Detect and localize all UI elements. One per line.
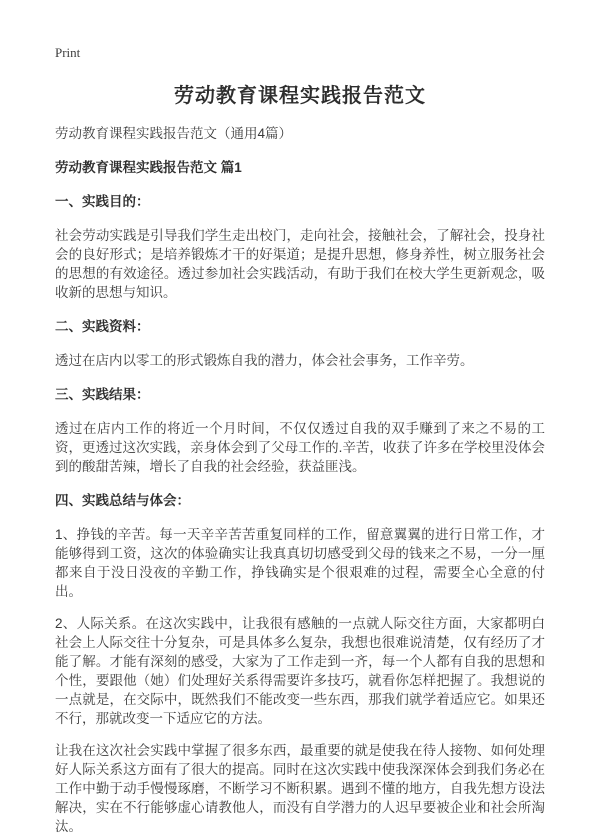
section-heading-summary: 四、实践总结与体会：	[55, 493, 190, 508]
paragraph-purpose: 社会劳动实践是引导我们学生走出校门，走向社会，接触社会，了解社会，投身社会的良好形式；是培养锻炼才干的好渠道；是提升思想，修身养性，树立服务社会的思想的有效途径。透过参加社会实践活动，有助于我们在校大学生更新观念，吸收新的思想与知识。	[55, 228, 545, 300]
paragraph-summary-1: 1、挣钱的辛苦。每一天辛辛苦苦重复同样的工作，留意翼翼的进行日常工作，才能够得到工资，这次的体验确实让我真真切切感受到父母的钱来之不易，一分一厘都来自于没日没夜的辛勤工作，挣钱确实是个很艰难的过程，需要全心全意的付出。	[55, 527, 545, 599]
section-heading-results: 三、实践结果：	[55, 387, 150, 402]
paragraph-materials: 透过在店内以零工的形式锻炼自我的潜力，体会社会事务，工作辛劳。	[55, 353, 474, 368]
paragraph-summary-2: 2、人际关系。在这次实践中，让我很有感触的一点就人际交往方面，大家都明白社会上人际交往十分复杂，可是具体多么复杂，我想也很难说清楚，仅有经历了才能了解。才能有深刻的感受，大家为了工作走到一齐，每一个人都有自我的思想和个性，要跟他（她）们处理好关系得需要许多技巧，就看你怎样把握了。我想说的一点就是，在交际中，既然我们不能改变一些东西，那我们就学着适应它。如果还不行，那就改变一下适应它的方法。	[55, 616, 545, 726]
article-body	[55, 158, 545, 836]
print-button[interactable]: Print	[55, 45, 81, 60]
section-heading-purpose: 一、实践目的：	[55, 194, 150, 209]
paragraph-results: 透过在店内工作的将近一个月时间，不仅仅透过自我的双手赚到了来之不易的工资，更透过这次实践，亲身体会到了父母工作的.辛苦，收获了许多在学校里没体会到的酸甜苦辣，增长了自我的社会经验，获益匪浅。	[55, 421, 545, 474]
page-title: 劳动教育课程实践报告范文	[174, 85, 426, 107]
section-heading-materials: 二、实践资料：	[55, 319, 150, 334]
section-heading-part1: 劳动教育课程实践报告范文 篇1	[55, 160, 242, 175]
document-subtitle: 劳动教育课程实践报告范文（通用4篇）	[55, 126, 293, 141]
paragraph-summary-3: 让我在这次社会实践中掌握了很多东西，最重要的就是使我在待人接物、如何处理好人际关系这方面有了很大的提高。同时在这次实践中使我深深体会到我们务必在工作中勤于动手慢慢琢磨，不断学习不断积累。遇到不懂的地方，自我先想方设法解决，实在不行能够虚心请教他人，而没有自学潜力的人迟早要被企业和社会所淘汰。	[55, 743, 545, 834]
